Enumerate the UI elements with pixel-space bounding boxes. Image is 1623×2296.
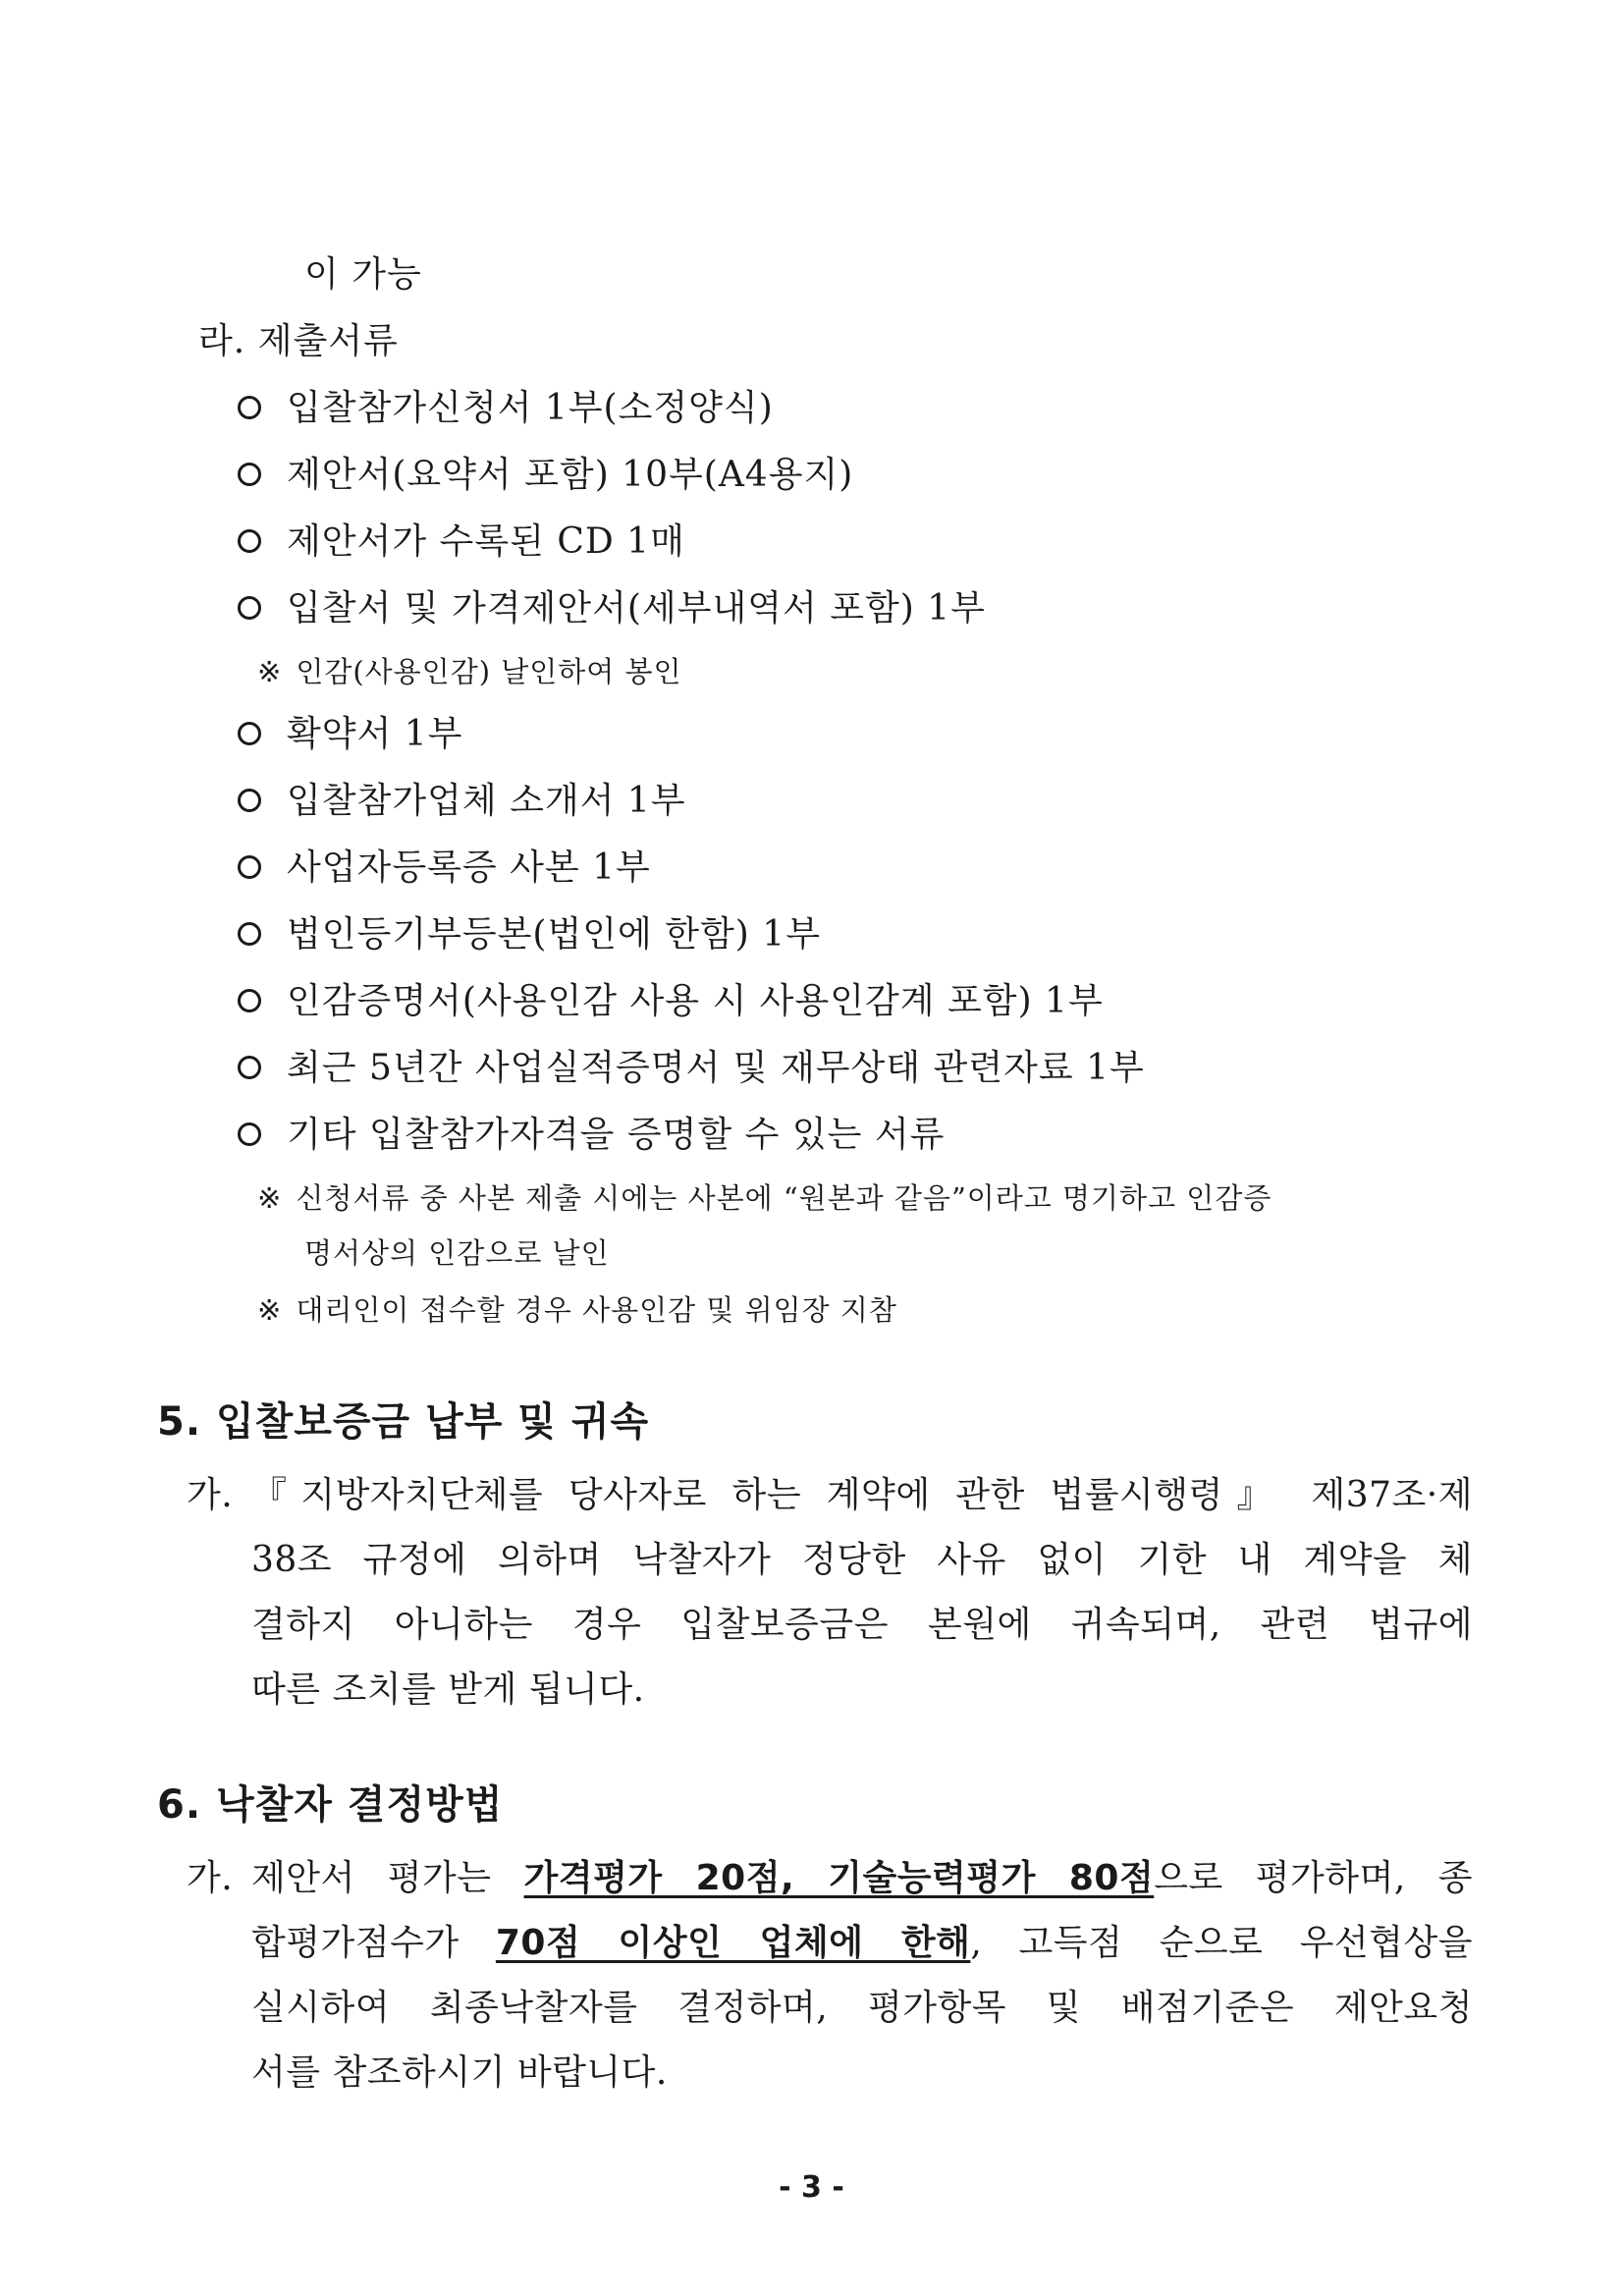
note-text: 인감(사용인감) 날인하여 봉인 [296, 655, 682, 688]
text-run: 합평가점수가 [251, 1923, 496, 1963]
reference-mark-icon: ※ [257, 1293, 283, 1327]
list-item-text: 제안서(요약서 포함) 10부(A4용지) [287, 455, 854, 495]
list-item [238, 780, 686, 823]
list-item [238, 1047, 1145, 1090]
note-text: 신청서류 중 사본 제출 시에는 사본에 “원본과 같음”이라고 명기하고 인감증 [296, 1181, 1272, 1215]
list-item [238, 713, 462, 756]
reference-mark-icon: ※ [257, 655, 283, 688]
list-item-text: 입찰참가신청서 1부(소정양식) [287, 388, 774, 428]
list-item [238, 454, 853, 497]
paragraph-line: 38조 규정에 의하며 낙찰자가 정당한 사유 없이 기한 내 계약을 체 [251, 1540, 1473, 1580]
circle-bullet-icon [238, 989, 261, 1012]
list-item [238, 913, 821, 957]
subsection-title [198, 320, 399, 363]
paragraph-line [187, 1911, 1473, 1976]
emphasized-score-text: 가격평가 20점, 기술능력평가 80점 [523, 1858, 1155, 1898]
list-item [238, 587, 986, 630]
list-item-text: 기타 입찰참가자격을 증명할 수 있는 서류 [287, 1115, 946, 1155]
list-item-text: 입찰참가업체 소개서 1부 [287, 781, 686, 821]
circle-bullet-icon [238, 396, 261, 419]
paragraph-line: 『지방자치단체를 당사자로 하는 계약에 관한 법률시행령』 제37조·제 [251, 1475, 1473, 1515]
paragraph-line: 서를 참조하시기 바랍니다. [251, 2052, 668, 2093]
note-text: 대리인이 접수할 경우 사용인감 및 위임장 지참 [296, 1293, 897, 1327]
section-5-paragraph [187, 1463, 1473, 1722]
circle-bullet-icon [238, 855, 261, 879]
note-copies [257, 1178, 1271, 1218]
circle-bullet-icon [238, 1122, 261, 1146]
section-5-heading: 5. 입찰보증금 납부 및 귀속 [157, 1399, 650, 1445]
circle-bullet-icon [238, 722, 261, 745]
list-item-text: 입찰서 및 가격제안서(세부내역서 포함) 1부 [287, 588, 986, 629]
section-6-heading: 6. 낙찰자 결정방법 [157, 1782, 504, 1828]
circle-bullet-icon [238, 1056, 261, 1079]
circle-bullet-icon [238, 529, 261, 553]
note-copies-continuation: 명서상의 인감으로 날인 [304, 1236, 610, 1270]
subsection-title-text: 제출서류 [257, 321, 399, 361]
section-6-paragraph [187, 1846, 1473, 2105]
text-run: 제안서 평가는 [251, 1858, 524, 1898]
subsection-label: 라. [198, 321, 246, 361]
text-run: , 고득점 순으로 우선협상을 [970, 1923, 1473, 1963]
carryover-line: 이 가능 [304, 254, 422, 295]
list-item-text: 인감증명서(사용인감 사용 시 사용인감계 포함) 1부 [287, 981, 1104, 1021]
paragraph-line: 실시하여 최종낙찰자를 결정하며, 평가항목 및 배점기준은 제안요청 [251, 1988, 1473, 2028]
list-item-text: 제안서가 수록된 CD 1매 [287, 521, 685, 562]
paragraph-line: 결하지 아니하는 경우 입찰보증금은 본원에 귀속되며, 관련 법규에 [251, 1605, 1473, 1645]
paragraph-line [187, 1846, 1473, 1911]
item-label: 가. [187, 1475, 234, 1515]
list-item-text: 사업자등록증 사본 1부 [287, 847, 651, 888]
list-item [238, 520, 685, 564]
reference-mark-icon: ※ [257, 1181, 283, 1215]
circle-bullet-icon [238, 596, 261, 620]
paragraph-line: 따른 조치를 받게 됩니다. [251, 1669, 645, 1710]
circle-bullet-icon [238, 463, 261, 486]
circle-bullet-icon [238, 922, 261, 946]
text-run: 으로 평가하며, 종 [1154, 1858, 1473, 1898]
note-agent [257, 1290, 897, 1330]
list-item-text: 최근 5년간 사업실적증명서 및 재무상태 관련자료 1부 [287, 1048, 1145, 1088]
list-item [238, 980, 1104, 1023]
list-item-text: 확약서 1부 [287, 714, 463, 754]
list-item-text: 법인등기부등본(법인에 한함) 1부 [287, 914, 821, 955]
page-number: - 3 - [779, 2170, 844, 2205]
item-label: 가. [187, 1858, 234, 1898]
list-item [238, 387, 774, 430]
list-item [238, 1114, 945, 1157]
circle-bullet-icon [238, 789, 261, 812]
list-item [238, 847, 651, 890]
emphasized-threshold-text: 70점 이상인 업체에 한해 [495, 1923, 971, 1963]
note-seal [257, 652, 682, 691]
